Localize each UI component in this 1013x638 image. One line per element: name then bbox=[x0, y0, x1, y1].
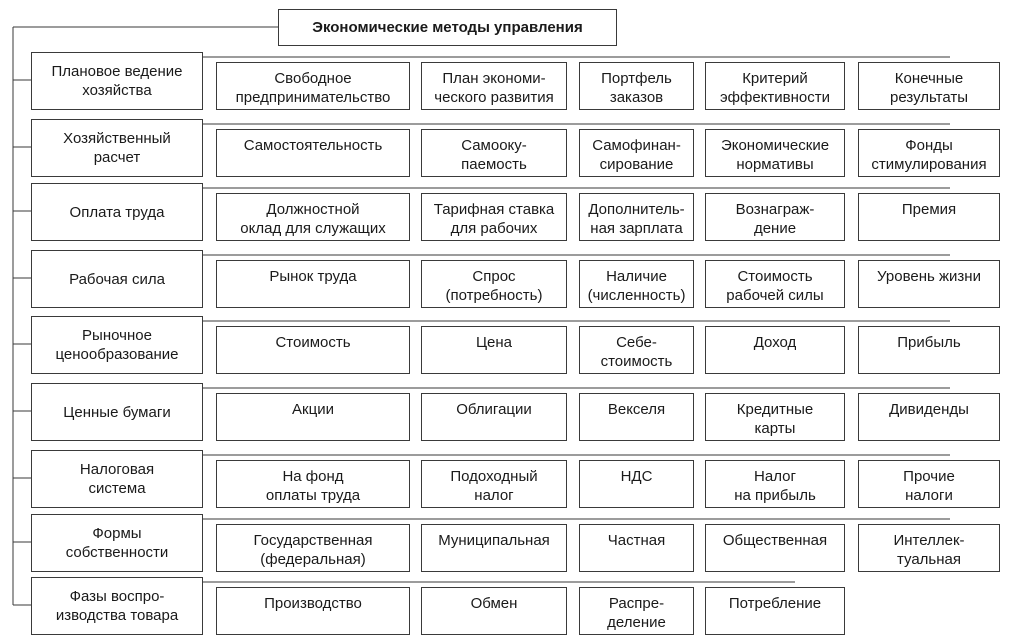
category-box: Формы собственности bbox=[31, 514, 203, 572]
method-box: Облигации bbox=[421, 393, 567, 441]
method-box: Должностной оклад для служащих bbox=[216, 193, 410, 241]
method-box: Обмен bbox=[421, 587, 567, 635]
method-box: Наличие (численность) bbox=[579, 260, 694, 308]
method-box: На фонд оплаты труда bbox=[216, 460, 410, 508]
method-box: Дивиденды bbox=[858, 393, 1000, 441]
method-box: Прибыль bbox=[858, 326, 1000, 374]
method-box: Доход bbox=[705, 326, 845, 374]
method-box: Частная bbox=[579, 524, 694, 572]
method-box: Самостоятельность bbox=[216, 129, 410, 177]
method-box: Потребление bbox=[705, 587, 845, 635]
method-box: Кредитные карты bbox=[705, 393, 845, 441]
category-box: Плановое ведение хозяйства bbox=[31, 52, 203, 110]
method-box: Самофинан- сирование bbox=[579, 129, 694, 177]
method-box: Спрос (потребность) bbox=[421, 260, 567, 308]
method-box: Цена bbox=[421, 326, 567, 374]
diagram-title: Экономические методы управления bbox=[278, 9, 617, 46]
method-box: Векселя bbox=[579, 393, 694, 441]
category-box: Хозяйственный расчет bbox=[31, 119, 203, 177]
category-box: Ценные бумаги bbox=[31, 383, 203, 441]
method-box: Стоимость рабочей силы bbox=[705, 260, 845, 308]
method-box: Тарифная ставка для рабочих bbox=[421, 193, 567, 241]
method-box: Подоходный налог bbox=[421, 460, 567, 508]
method-box: Стоимость bbox=[216, 326, 410, 374]
method-box: Муниципальная bbox=[421, 524, 567, 572]
method-box: Распре- деление bbox=[579, 587, 694, 635]
method-box: Дополнитель- ная зарплата bbox=[579, 193, 694, 241]
category-box: Рабочая сила bbox=[31, 250, 203, 308]
method-box: Свободное предпринимательство bbox=[216, 62, 410, 110]
category-box: Оплата труда bbox=[31, 183, 203, 241]
method-box: Общественная bbox=[705, 524, 845, 572]
method-box: Портфель заказов bbox=[579, 62, 694, 110]
method-box: Вознаграж- дение bbox=[705, 193, 845, 241]
method-box: Фонды стимулирования bbox=[858, 129, 1000, 177]
method-box: Прочие налоги bbox=[858, 460, 1000, 508]
method-box: Себе- стоимость bbox=[579, 326, 694, 374]
category-box: Фазы воспро- изводства товара bbox=[31, 577, 203, 635]
method-box: Экономические нормативы bbox=[705, 129, 845, 177]
method-box: Уровень жизни bbox=[858, 260, 1000, 308]
method-box: План экономи- ческого развития bbox=[421, 62, 567, 110]
category-box: Рыночное ценообразование bbox=[31, 316, 203, 374]
method-box: НДС bbox=[579, 460, 694, 508]
method-box: Интеллек- туальная bbox=[858, 524, 1000, 572]
method-box: Премия bbox=[858, 193, 1000, 241]
method-box: Конечные результаты bbox=[858, 62, 1000, 110]
method-box: Производство bbox=[216, 587, 410, 635]
method-box: Налог на прибыль bbox=[705, 460, 845, 508]
method-box: Критерий эффективности bbox=[705, 62, 845, 110]
method-box: Акции bbox=[216, 393, 410, 441]
method-box: Рынок труда bbox=[216, 260, 410, 308]
method-box: Самооку- паемость bbox=[421, 129, 567, 177]
method-box: Государственная (федеральная) bbox=[216, 524, 410, 572]
category-box: Налоговая система bbox=[31, 450, 203, 508]
